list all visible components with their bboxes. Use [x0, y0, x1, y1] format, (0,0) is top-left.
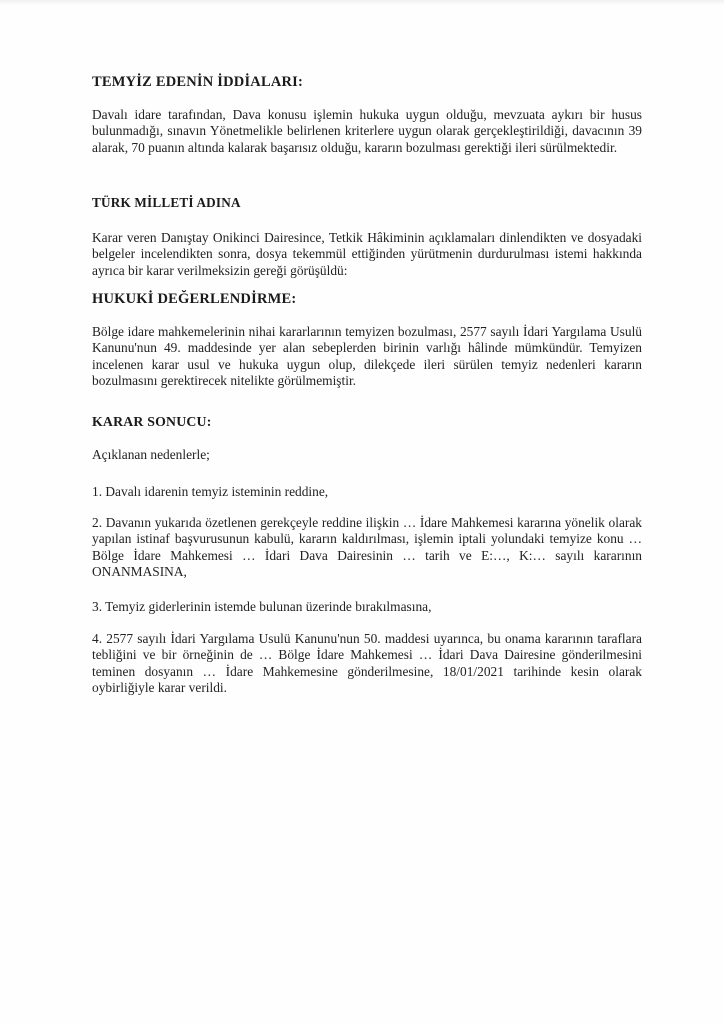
heading-legal-evaluation: HUKUKİ DEĞERLENDİRME:	[92, 291, 297, 307]
scan-edge	[0, 0, 724, 6]
paragraph-legal-evaluation: Bölge idare mahkemelerinin nihai kararlarının temyizen bozulması, 2577 sayılı İdari Yargılama Usulü Kanunu'nun 49. maddesinde yer alan sebeplerden birinin varlığı hâlinde mümkündür. Temyizen incelenen karar usul ve hukuka uygun olup, dilekçede ileri sürülen temyiz nedenleri kararın bozulmasını gerektirecek nitelikte görülmemiştir.	[92, 324, 642, 389]
decision-item-3: 3. Temyiz giderlerinin istemde bulunan üzerinde bırakılmasına,	[92, 599, 432, 614]
heading-nation-name: TÜRK MİLLETİ ADINA	[92, 195, 241, 210]
paragraph-appeal-claims: Davalı idare tarafından, Dava konusu işlemin hukuka uygun olduğu, mevzuata aykırı bir husus bulunmadığı, sınavın Yönetmelikle belirlenen kriterlere uygun olarak gerçekleştirildiği, davacının 39 alarak, 70 puanın altında kalarak başarısız olduğu, kararın bozulması gerektiği ileri sürülmektedir.	[92, 107, 642, 155]
decision-item-4: 4. 2577 sayılı İdari Yargılama Usulü Kanunu'nun 50. maddesi uyarınca, bu onama kararının taraflara tebliğini ve bir örneğinin de … Bölge İdare Mahkemesi … İdari Dava Dairesine gönderilmesini teminen dosyanın … İdare Mahkemesine gönderilmesine, 18/01/2021 tarihinde kesin olarak oybirliğiyle karar verildi.	[92, 631, 642, 696]
paragraph-decision-intro: Açıklanan nedenlerle;	[92, 447, 210, 462]
heading-decision: KARAR SONUCU:	[92, 414, 212, 429]
heading-appeal-claims: TEMYİZ EDENİN İDDİALARI:	[92, 74, 304, 90]
decision-item-2: 2. Davanın yukarıda özetlenen gerekçeyle reddine ilişkin … İdare Mahkemesi kararına yönelik olarak yapılan istinaf başvurusunun kabulü, kararın kaldırılması, işlemin iptali yolundaki temyize konu … Bölge İdare Mahkemesi … İdari Dava Dairesinin … tarih ve E:…, K:… sayılı kararının ONANMASINA,	[92, 515, 642, 580]
decision-item-1: 1. Davalı idarenin temyiz isteminin reddine,	[92, 484, 329, 499]
paragraph-nation-name: Karar veren Danıştay Onikinci Dairesince, Tetkik Hâkiminin açıklamaları dinlendikten ve dosyadaki belgeler incelendikten sonra, dosya tekemmül ettiğinden yürütmenin durdurulması istemi hakkında ayrıca bir karar verilmeksizin gereği görüşüldü:	[92, 230, 642, 278]
